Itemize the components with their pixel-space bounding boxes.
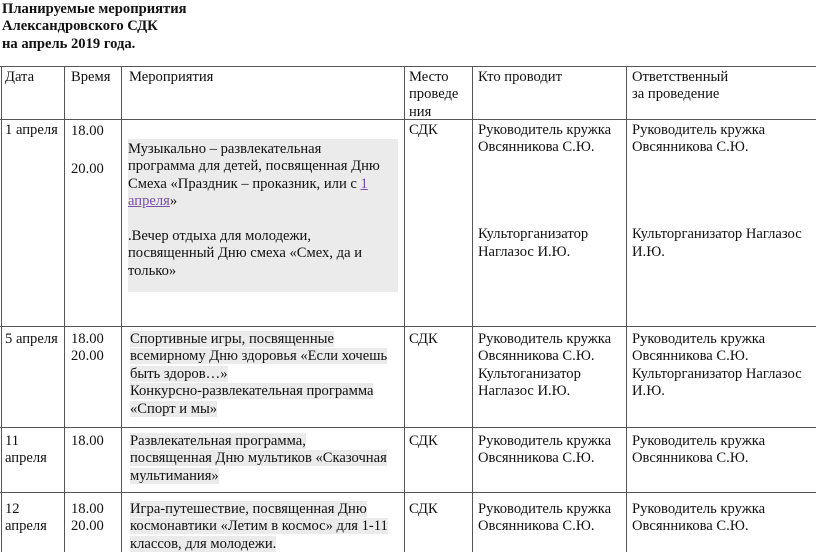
cell-time: 18.00 20.00	[71, 501, 104, 535]
table-border-top	[0, 66, 816, 67]
cell-time: 18.00 20.00	[71, 123, 104, 177]
cell-responsible: Руководитель кружка Овсянникова С.Ю. Культорганизатор Наглазос И.Ю.	[632, 122, 802, 260]
col-divider	[121, 66, 122, 552]
cell-event	[130, 501, 402, 553]
event-text: Развлекательная программа, посвященная Дню мультиков «Сказочная мультимания»	[130, 433, 387, 484]
row-divider	[0, 326, 816, 327]
cell-time: 18.00	[71, 433, 104, 449]
event-text: Спортивные игры, посвященные всемирному Дню здоровья «Если хочешь быть здоров…» Конкурсно-развлекательная программа «Спорт и мы»	[130, 331, 388, 417]
cell-host: Руководитель кружка Овсянникова С.Ю. Культоганизатор Наглазос И.Ю.	[478, 331, 612, 400]
cell-date: 1 апреля	[5, 122, 58, 138]
event-text: Музыкально – развлекательная программа для детей, посвященная Дню Смеха «Праздник – проказник, или с	[128, 141, 380, 192]
event-text: Игра-путешествие, посвященная Дню космонавтики «Летим в космос» для 1-11 классов, для молодежи.	[130, 501, 388, 552]
row-divider	[0, 119, 816, 120]
header-date: Дата	[5, 69, 35, 85]
header-time: Время	[71, 69, 111, 85]
col-divider	[1, 66, 2, 552]
col-divider	[404, 66, 405, 552]
cell-host: Руководитель кружка Овсянникова С.Ю. Культорганизатор Наглазос И.Ю.	[478, 122, 612, 260]
cell-date: 5 апреля	[5, 331, 58, 347]
cell-place: СДК	[409, 331, 438, 347]
cell-responsible: Руководитель кружка Овсянникова С.Ю.	[632, 433, 766, 467]
row-divider	[0, 427, 816, 428]
cell-place: СДК	[409, 501, 438, 517]
event-text: » .Вечер отдыха для молодежи, посвященный Дню смеха «Смех, да и только»	[128, 193, 363, 279]
cell-event	[128, 139, 398, 292]
cell-host: Руководитель кружка Овсянникова С.Ю.	[478, 433, 612, 467]
col-divider	[472, 66, 473, 552]
header-place: Место проведе ния	[409, 69, 459, 120]
row-divider	[0, 492, 816, 493]
cell-responsible: Руководитель кружка Овсянникова С.Ю. Культорганизатор Наглазос И.Ю.	[632, 331, 802, 400]
cell-host: Руководитель кружка Овсянникова С.Ю.	[478, 501, 612, 535]
col-divider	[626, 66, 627, 552]
cell-responsible: Руководитель кружка Овсянникова С.Ю.	[632, 501, 766, 535]
cell-place: СДК	[409, 433, 438, 449]
event-link[interactable]: 1 апреля	[128, 175, 368, 210]
header-event: Мероприятия	[129, 69, 214, 85]
cell-event	[130, 433, 402, 485]
cell-place: СДК	[409, 122, 438, 138]
cell-date: 12 апреля	[5, 501, 47, 535]
cell-event	[130, 331, 402, 418]
header-host: Кто проводит	[478, 69, 562, 85]
col-divider	[64, 66, 65, 552]
header-responsible: Ответственный за проведение	[632, 69, 729, 103]
cell-time: 18.00 20.00	[71, 331, 104, 365]
cell-date: 11 апреля	[5, 433, 47, 467]
document-title: Планируемые мероприятия Александровского СДК на апрель 2019 года.	[2, 1, 187, 52]
